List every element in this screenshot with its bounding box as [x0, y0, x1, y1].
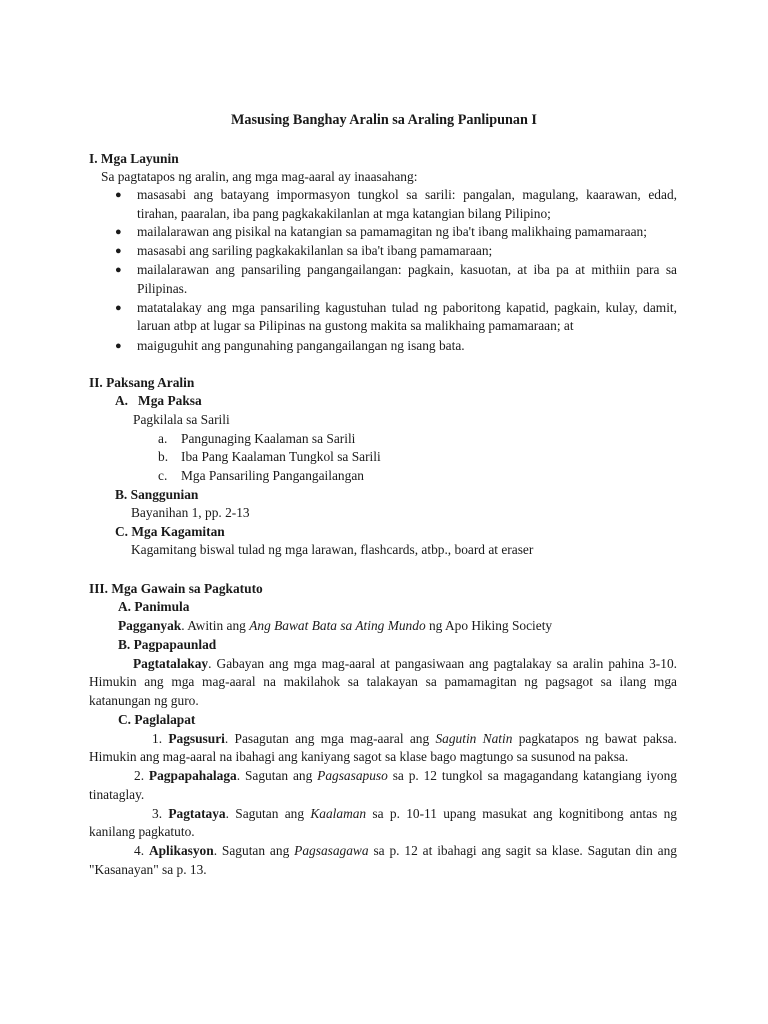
paksa-sub-marker: b.: [158, 449, 169, 464]
item-italic: Sagutin Natin: [435, 731, 513, 746]
item-number: 4.: [134, 843, 145, 858]
item-label: Pagsusuri: [168, 731, 225, 746]
song-title: Ang Bawat Bata sa Ating Mundo: [249, 618, 426, 633]
subheading-pagpapaunlad: B. Pagpapaunlad: [118, 637, 217, 652]
paglalapat-item-continued: "Kasanayan" sa p. 13.: [89, 862, 207, 877]
item-text: . Pasagutan ang mga mag-aaral ang: [224, 731, 436, 746]
item-number: 3.: [152, 806, 163, 821]
sanggunian-text: Bayanihan 1, pp. 2-13: [131, 505, 250, 520]
item-text: . Sagutan ang: [236, 768, 318, 783]
item-number: 2.: [134, 768, 145, 783]
paksa-sub-marker: c.: [158, 468, 168, 483]
paglalapat-item: [152, 805, 677, 823]
item-label: Aplikasyon: [148, 843, 214, 858]
bullet-marker: ●: [115, 245, 122, 257]
subheading-kagamitan: C. Mga Kagamitan: [115, 524, 225, 539]
layunin-item: mailalarawan ang pansariling pangangailangan: pagkain, kasuotan, at iba pa at mithiin para sa: [137, 262, 677, 277]
paglalapat-item-continued: Himukin ang mag-aaral na ibahagi ang kaniyang sagot sa klase bago magtungo sa susunod na paksa.: [89, 749, 629, 764]
layunin-item: masasabi ang batayang impormasyon tungkol sa sarili: pangalan, magulang, kaarawan, edad,: [137, 187, 677, 202]
document-title: Masusing Banghay Aralin sa Araling Panlipunan I: [231, 112, 537, 128]
pagpapaunlad-line-3: katanungan ng guro.: [89, 693, 199, 708]
paksa-topic: Pagkilala sa Sarili: [133, 412, 230, 427]
paksa-sub-item: Pangunaging Kaalaman sa Sarili: [181, 431, 356, 446]
layunin-item-continued: Pilipinas.: [137, 281, 188, 296]
item-text: . Sagutan ang: [213, 843, 295, 858]
layunin-item: masasabi ang sariling pagkakakilanlan sa iba't ibang pamamaraan;: [137, 243, 493, 258]
pagganyak-label: Pagganyak: [118, 618, 182, 633]
item-text: . Sagutan ang: [225, 806, 311, 821]
item-text-post: sa p. 12 tungkol sa magagandang katangiang iyong: [387, 768, 677, 783]
section-heading-layunin: I. Mga Layunin: [89, 151, 179, 166]
paksa-sub-item: Iba Pang Kaalaman Tungkol sa Sarili: [181, 449, 381, 464]
item-text-post: pagkatapos ng bawat paksa.: [512, 731, 677, 746]
bullet-marker: ●: [115, 226, 122, 238]
bullet-marker: ●: [115, 189, 122, 201]
bullet-marker: ●: [115, 264, 122, 276]
paglalapat-item: [134, 842, 677, 860]
item-label: Pagpapahalaga: [148, 768, 237, 783]
section-heading-paksang-aralin: II. Paksang Aralin: [89, 375, 195, 390]
layunin-item: maiguguhit ang pangunahing pangangailangan ng isang bata.: [137, 338, 465, 353]
layunin-item: mailalarawan ang pisikal na katangian sa pamamagitan ng iba't ibang malikhaing pamamaraan;: [137, 224, 647, 239]
paglalapat-item-continued: tinataglay.: [89, 787, 145, 802]
panimula-text: [118, 617, 552, 635]
item-italic: Kaalaman: [310, 806, 367, 821]
item-number: 1.: [152, 731, 163, 746]
subheading-sanggunian: B. Sanggunian: [115, 487, 199, 502]
pagpapaunlad-text: . Gabayan ang mga mag-aaral at pangasiwaan ang pagtalakay sa aralin pahina 3-10.: [208, 656, 677, 671]
bullet-marker: ●: [115, 340, 122, 352]
item-text-post: sa p. 10-11 upang masukat ang kognitibong antas ng: [366, 806, 677, 821]
paglalapat-item: [152, 730, 677, 748]
panimula-pre: . Awitin ang: [181, 618, 250, 633]
item-italic: Pagsasagawa: [294, 843, 369, 858]
layunin-item: matatalakay ang mga pansariling kagustuhan tulad ng paboritong kapatid, pagkain, kulay, damit,: [137, 300, 677, 315]
pagtatalakay-label: Pagtatalakay: [133, 656, 209, 671]
subheading-paglalapat: C. Paglalapat: [118, 712, 196, 727]
bullet-marker: ●: [115, 302, 122, 314]
item-text-post: sa p. 12 at ibahagi ang sagit sa klase. Sagutan din ang: [368, 843, 677, 858]
item-italic: Pagsasapuso: [317, 768, 388, 783]
pagpapaunlad-line-1: [133, 655, 677, 673]
layunin-intro: Sa pagtatapos ng aralin, ang mga mag-aaral ay inaasahang:: [101, 169, 418, 184]
item-label: Pagtataya: [168, 806, 226, 821]
paglalapat-item: [134, 767, 677, 785]
panimula-post: ng Apo Hiking Society: [425, 618, 553, 633]
layunin-item-continued: tirahan, paaralan, iba pang pagkakakilanlan at mga katangian bilang Pilipino;: [137, 206, 551, 221]
subheading-mga-paksa: A. Mga Paksa: [115, 393, 202, 408]
pagpapaunlad-line-2: Himukin ang mga mag-aaral na makilahok sa talakayan sa pamamagitan ng pagsagot sa ilang mga: [89, 674, 677, 689]
paglalapat-item-continued: kanilang pagkatuto.: [89, 824, 195, 839]
subheading-panimula: A. Panimula: [118, 599, 190, 614]
kagamitan-text: Kagamitang biswal tulad ng mga larawan, flashcards, atbp., board at eraser: [131, 542, 534, 557]
paksa-sub-marker: a.: [158, 431, 168, 446]
layunin-item-continued: laruan atbp at lugar sa Pilipinas na gustong makita sa malikhaing pamamaraan; at: [137, 318, 574, 333]
section-heading-gawain: III. Mga Gawain sa Pagkatuto: [89, 581, 263, 596]
paksa-sub-item: Mga Pansariling Pangangailangan: [181, 468, 364, 483]
